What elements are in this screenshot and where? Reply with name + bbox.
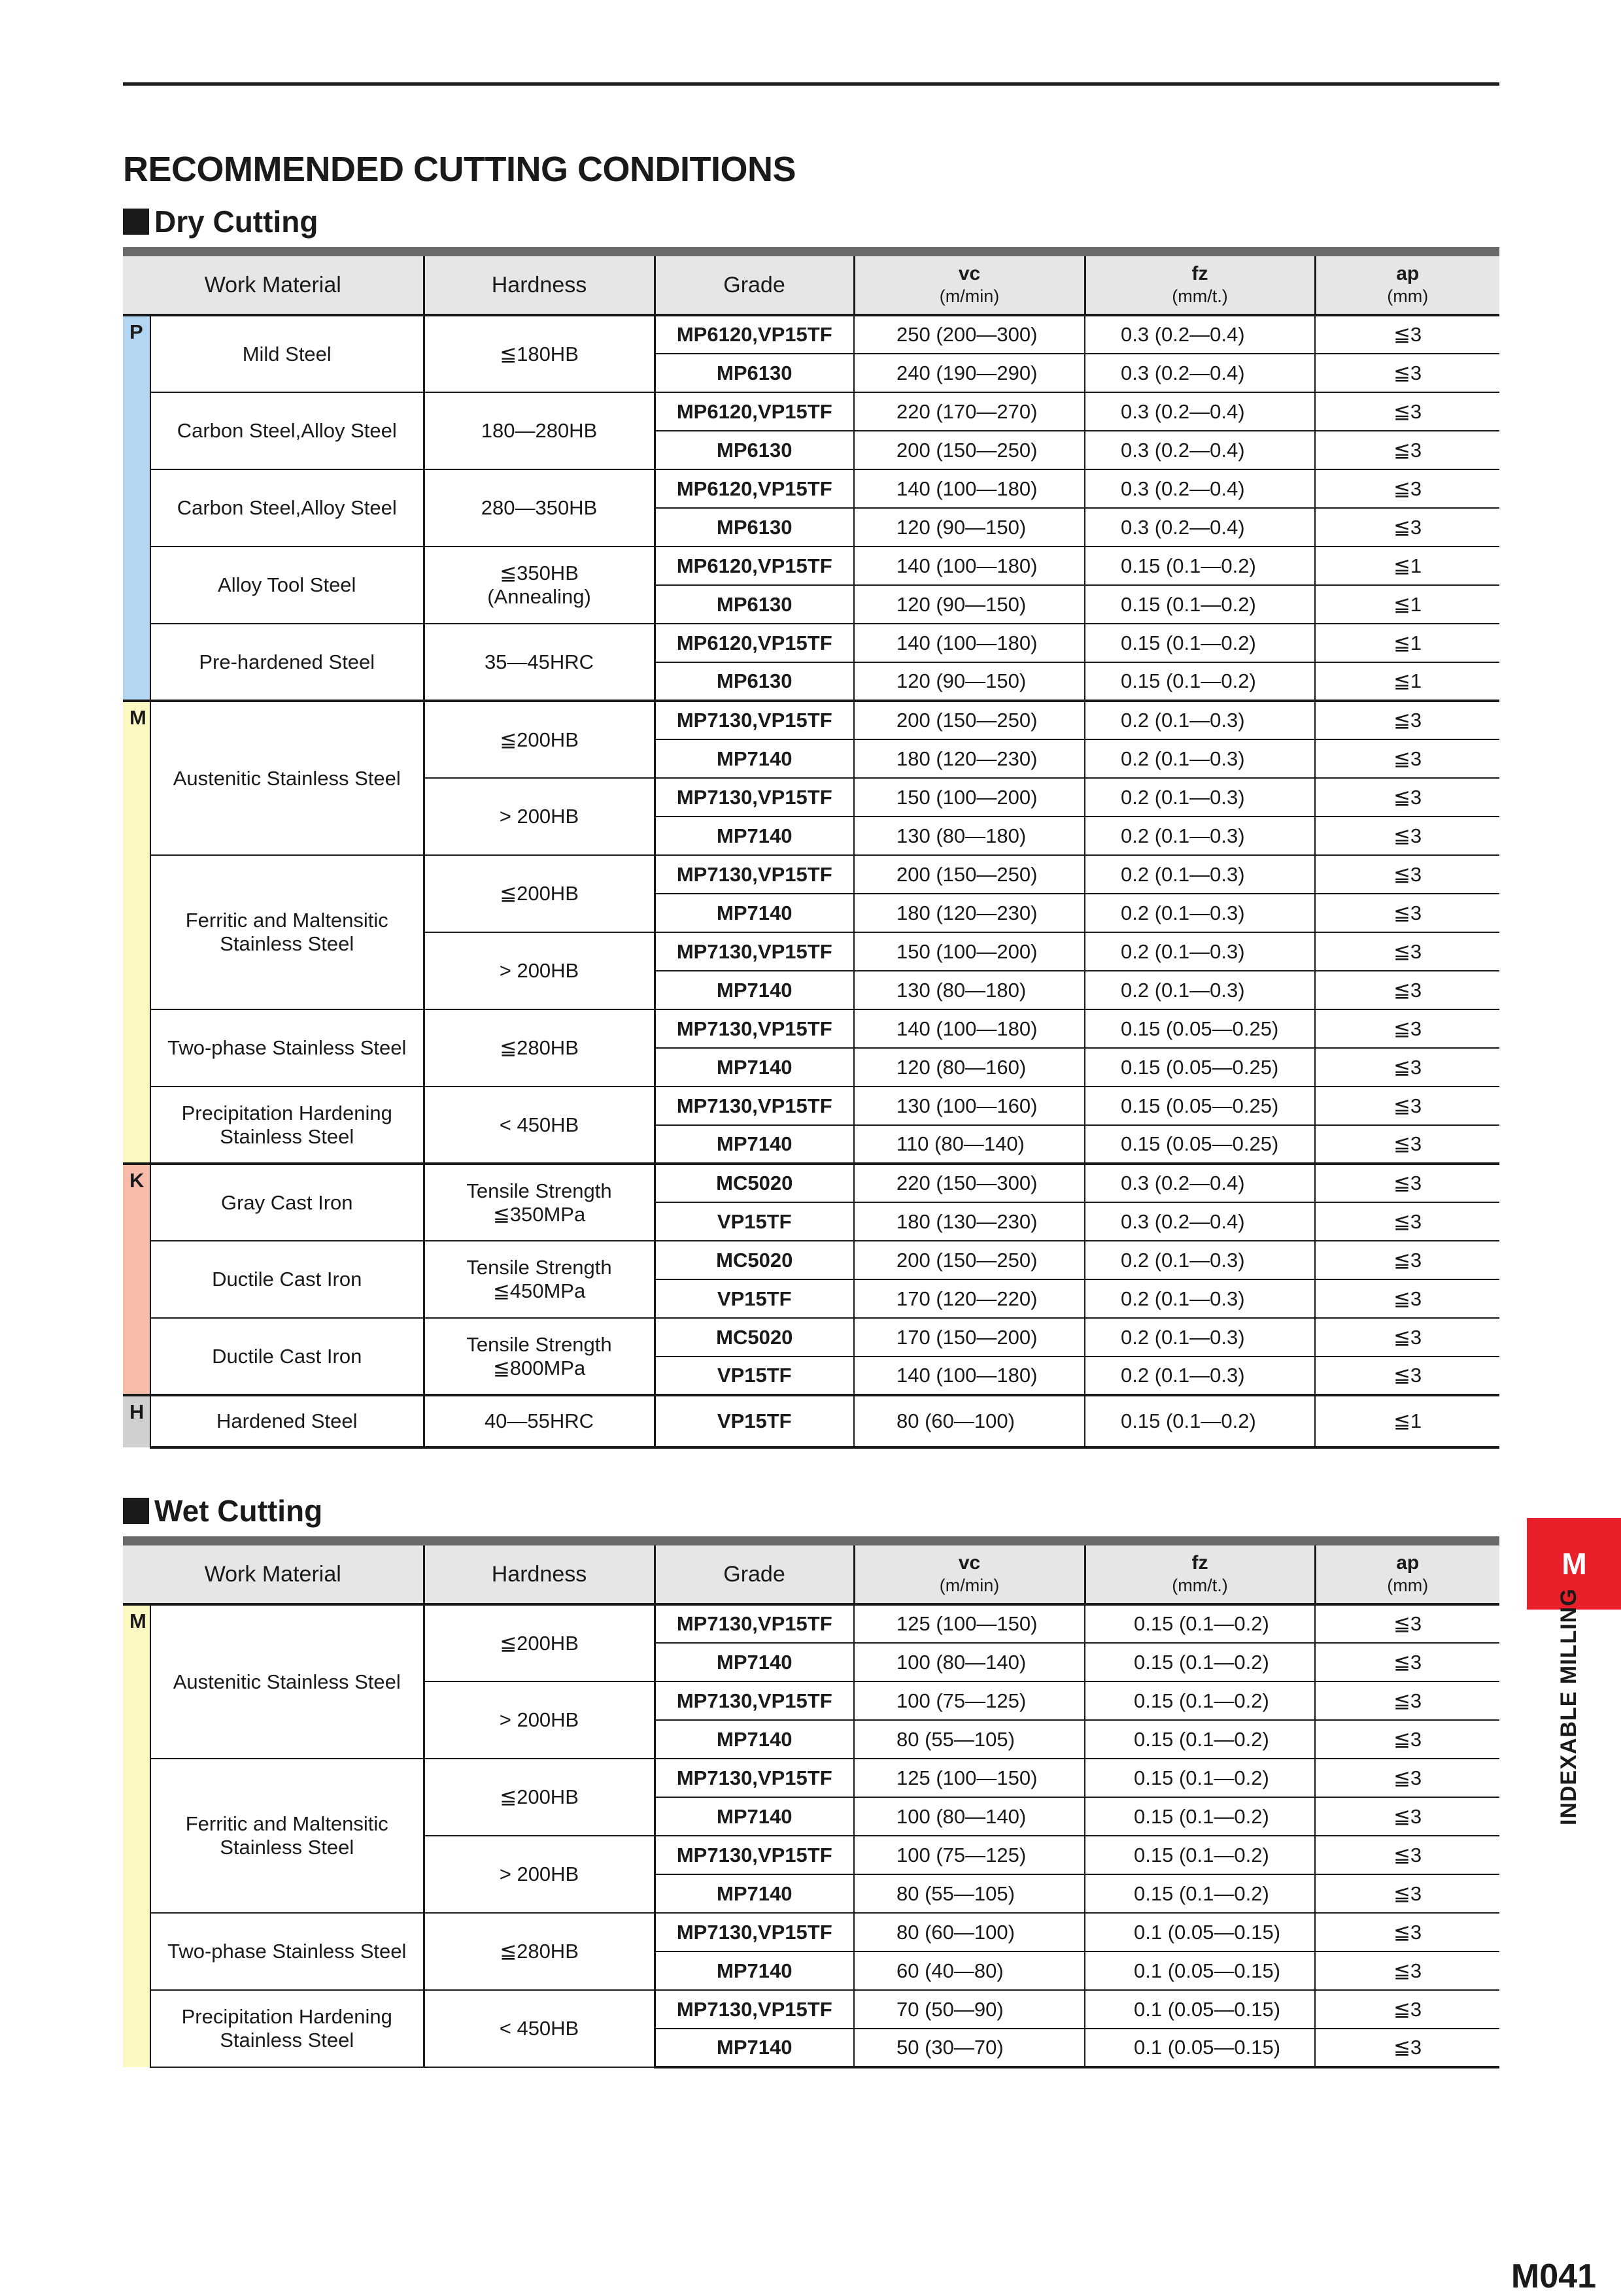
ap-cell: ≦3: [1315, 1202, 1499, 1241]
fz-cell: 0.15 (0.1—0.2): [1085, 1836, 1315, 1874]
ap-cell: ≦1: [1315, 585, 1499, 624]
grade-cell: MP7130,VP15TF: [655, 1759, 854, 1797]
grade-cell: VP15TF: [655, 1395, 854, 1447]
ap-cell: ≦3: [1315, 971, 1499, 1009]
work-material-cell: Two-phase Stainless Steel: [150, 1009, 424, 1087]
ap-cell: ≦3: [1315, 469, 1499, 508]
grade-cell: MP7140: [655, 1951, 854, 1990]
table-row: [123, 547, 1499, 585]
fz-cell: 0.2 (0.1—0.3): [1085, 701, 1315, 739]
dry-cutting-body: [123, 315, 1499, 1447]
fz-cell: 0.1 (0.05—0.15): [1085, 1990, 1315, 2029]
vc-cell: 80 (60—100): [854, 1395, 1085, 1447]
vc-cell: 180 (120—230): [854, 739, 1085, 778]
grade-cell: MP7130,VP15TF: [655, 1604, 854, 1643]
fz-cell: 0.15 (0.05—0.25): [1085, 1125, 1315, 1164]
work-material-cell: Gray Cast Iron: [150, 1164, 424, 1241]
work-material-cell: Carbon Steel,Alloy Steel: [150, 469, 424, 547]
fz-cell: 0.2 (0.1—0.3): [1085, 855, 1315, 894]
dry-cutting-heading: [123, 204, 318, 239]
grade-cell: MP7130,VP15TF: [655, 1681, 854, 1720]
header-ap: [1315, 1541, 1499, 1604]
grade-cell: MP6130: [655, 431, 854, 469]
vc-cell: 200 (150—250): [854, 431, 1085, 469]
table-row: [123, 1990, 1499, 2029]
grade-cell: MP7140: [655, 1797, 854, 1836]
wet-cutting-heading-text: Wet Cutting: [154, 1494, 323, 1528]
fz-cell: 0.3 (0.2—0.4): [1085, 392, 1315, 431]
table-row: [123, 392, 1499, 431]
vc-cell: 220 (150—300): [854, 1164, 1085, 1202]
table-row: [123, 1318, 1499, 1357]
ap-cell: ≦3: [1315, 1990, 1499, 2029]
hardness-cell: > 200HB: [424, 1681, 655, 1759]
grade-cell: VP15TF: [655, 1357, 854, 1395]
header-fz-label: fz: [1191, 1552, 1208, 1574]
fz-cell: 0.15 (0.1—0.2): [1085, 1797, 1315, 1836]
grade-cell: MP6120,VP15TF: [655, 315, 854, 354]
square-bullet-icon: [123, 1498, 149, 1524]
ap-cell: ≦3: [1315, 1318, 1499, 1357]
grade-cell: MC5020: [655, 1164, 854, 1202]
fz-cell: 0.1 (0.05—0.15): [1085, 1913, 1315, 1951]
top-rule: [123, 82, 1499, 86]
grade-cell: MP7130,VP15TF: [655, 778, 854, 817]
grade-cell: MP7140: [655, 1125, 854, 1164]
ap-cell: ≦3: [1315, 855, 1499, 894]
vc-cell: 240 (190—290): [854, 354, 1085, 392]
grade-cell: MP7130,VP15TF: [655, 1990, 854, 2029]
grade-cell: MP7130,VP15TF: [655, 1913, 854, 1951]
fz-cell: 0.15 (0.1—0.2): [1085, 1681, 1315, 1720]
work-material-cell: Ferritic and Maltensitic Stainless Steel: [150, 855, 424, 1009]
grade-cell: MP6130: [655, 585, 854, 624]
ap-cell: ≦3: [1315, 1279, 1499, 1318]
fz-cell: 0.1 (0.05—0.15): [1085, 2029, 1315, 2067]
fz-cell: 0.2 (0.1—0.3): [1085, 932, 1315, 971]
ap-cell: ≦3: [1315, 2029, 1499, 2067]
ap-cell: ≦3: [1315, 817, 1499, 855]
ap-cell: ≦3: [1315, 1357, 1499, 1395]
vc-cell: 250 (200—300): [854, 315, 1085, 354]
fz-cell: 0.3 (0.2—0.4): [1085, 508, 1315, 547]
fz-cell: 0.3 (0.2—0.4): [1085, 1164, 1315, 1202]
header-vc-label: vc: [958, 263, 981, 284]
fz-cell: 0.1 (0.05—0.15): [1085, 1951, 1315, 1990]
grade-cell: MP7130,VP15TF: [655, 1009, 854, 1048]
vc-cell: 120 (90—150): [854, 585, 1085, 624]
fz-cell: 0.3 (0.2—0.4): [1085, 431, 1315, 469]
header-ap-unit: (mm): [1387, 1576, 1429, 1595]
vc-cell: 150 (100—200): [854, 932, 1085, 971]
hardness-cell: < 450HB: [424, 1990, 655, 2067]
header-fz-label: fz: [1191, 263, 1208, 284]
grade-cell: MP7140: [655, 1720, 854, 1759]
material-class-m: M: [123, 1604, 150, 2067]
material-class-k: K: [123, 1164, 150, 1395]
ap-cell: ≦3: [1315, 739, 1499, 778]
vc-cell: 130 (100—160): [854, 1087, 1085, 1125]
fz-cell: 0.15 (0.1—0.2): [1085, 585, 1315, 624]
grade-cell: MC5020: [655, 1241, 854, 1279]
header-fz: [1085, 252, 1315, 315]
ap-cell: ≦1: [1315, 624, 1499, 662]
vc-cell: 170 (150—200): [854, 1318, 1085, 1357]
work-material-cell: Alloy Tool Steel: [150, 547, 424, 624]
hardness-cell: 180—280HB: [424, 392, 655, 469]
fz-cell: 0.2 (0.1—0.3): [1085, 1318, 1315, 1357]
vc-cell: 200 (150—250): [854, 1241, 1085, 1279]
work-material-cell: Precipitation Hardening Stainless Steel: [150, 1990, 424, 2067]
fz-cell: 0.15 (0.1—0.2): [1085, 1604, 1315, 1643]
header-hardness: Hardness: [424, 252, 655, 315]
vc-cell: 140 (100—180): [854, 1009, 1085, 1048]
ap-cell: ≦3: [1315, 1048, 1499, 1087]
vc-cell: 80 (60—100): [854, 1913, 1085, 1951]
grade-cell: MP7140: [655, 1048, 854, 1087]
hardness-cell: ≦280HB: [424, 1009, 655, 1087]
ap-cell: ≦3: [1315, 778, 1499, 817]
work-material-cell: Pre-hardened Steel: [150, 624, 424, 701]
vc-cell: 140 (100—180): [854, 1357, 1085, 1395]
ap-cell: ≦3: [1315, 508, 1499, 547]
ap-cell: ≦3: [1315, 1836, 1499, 1874]
vc-cell: 125 (100—150): [854, 1759, 1085, 1797]
work-material-cell: Two-phase Stainless Steel: [150, 1913, 424, 1990]
ap-cell: ≦1: [1315, 662, 1499, 701]
work-material-cell: Hardened Steel: [150, 1395, 424, 1447]
ap-cell: ≦3: [1315, 1087, 1499, 1125]
grade-cell: MP7130,VP15TF: [655, 932, 854, 971]
fz-cell: 0.2 (0.1—0.3): [1085, 817, 1315, 855]
vc-cell: 130 (80—180): [854, 971, 1085, 1009]
fz-cell: 0.15 (0.1—0.2): [1085, 1874, 1315, 1913]
fz-cell: 0.15 (0.1—0.2): [1085, 1759, 1315, 1797]
vc-cell: 60 (40—80): [854, 1951, 1085, 1990]
header-ap-label: ap: [1396, 1552, 1420, 1574]
fz-cell: 0.15 (0.05—0.25): [1085, 1048, 1315, 1087]
vc-cell: 70 (50—90): [854, 1990, 1085, 2029]
vc-cell: 200 (150—250): [854, 701, 1085, 739]
hardness-cell: 280—350HB: [424, 469, 655, 547]
fz-cell: 0.3 (0.2—0.4): [1085, 315, 1315, 354]
grade-cell: MP6130: [655, 354, 854, 392]
fz-cell: 0.3 (0.2—0.4): [1085, 354, 1315, 392]
header-ap: [1315, 252, 1499, 315]
header-fz-unit: (mm/t.): [1172, 1576, 1228, 1595]
fz-cell: 0.2 (0.1—0.3): [1085, 739, 1315, 778]
fz-cell: 0.15 (0.05—0.25): [1085, 1009, 1315, 1048]
grade-cell: MP7140: [655, 2029, 854, 2067]
table-header-row: [123, 1541, 1499, 1604]
fz-cell: 0.2 (0.1—0.3): [1085, 1241, 1315, 1279]
ap-cell: ≦3: [1315, 1759, 1499, 1797]
table-row: [123, 624, 1499, 662]
vc-cell: 180 (130—230): [854, 1202, 1085, 1241]
fz-cell: 0.2 (0.1—0.3): [1085, 1279, 1315, 1318]
grade-cell: MP7140: [655, 817, 854, 855]
table-header-row: [123, 252, 1499, 315]
fz-cell: 0.3 (0.2—0.4): [1085, 1202, 1315, 1241]
ap-cell: ≦3: [1315, 932, 1499, 971]
ap-cell: ≦3: [1315, 1874, 1499, 1913]
fz-cell: 0.15 (0.1—0.2): [1085, 1720, 1315, 1759]
header-fz: [1085, 1541, 1315, 1604]
table-row: [123, 1395, 1499, 1447]
fz-cell: 0.15 (0.1—0.2): [1085, 1643, 1315, 1681]
hardness-cell: > 200HB: [424, 932, 655, 1009]
grade-cell: VP15TF: [655, 1279, 854, 1318]
grade-cell: MP7130,VP15TF: [655, 1836, 854, 1874]
material-class-m: M: [123, 701, 150, 1164]
grade-cell: MC5020: [655, 1318, 854, 1357]
work-material-cell: Ductile Cast Iron: [150, 1241, 424, 1318]
vc-cell: 80 (55—105): [854, 1874, 1085, 1913]
grade-cell: MP6120,VP15TF: [655, 392, 854, 431]
header-vc-label: vc: [958, 1552, 981, 1574]
ap-cell: ≦3: [1315, 1951, 1499, 1990]
vc-cell: 120 (80—160): [854, 1048, 1085, 1087]
vc-cell: 180 (120—230): [854, 894, 1085, 932]
vc-cell: 100 (75—125): [854, 1836, 1085, 1874]
vc-cell: 140 (100—180): [854, 547, 1085, 585]
header-vc-unit: (m/min): [939, 286, 1000, 306]
ap-cell: ≦3: [1315, 1797, 1499, 1836]
ap-cell: ≦3: [1315, 1604, 1499, 1643]
ap-cell: ≦3: [1315, 1913, 1499, 1951]
wet-cutting-heading: [123, 1493, 322, 1528]
vc-cell: 50 (30—70): [854, 2029, 1085, 2067]
vc-cell: 110 (80—140): [854, 1125, 1085, 1164]
grade-cell: MP7140: [655, 894, 854, 932]
vc-cell: 100 (80—140): [854, 1643, 1085, 1681]
work-material-cell: Precipitation Hardening Stainless Steel: [150, 1087, 424, 1164]
wet-cutting-body: [123, 1604, 1499, 2067]
grade-cell: MP6130: [655, 662, 854, 701]
fz-cell: 0.15 (0.05—0.25): [1085, 1087, 1315, 1125]
work-material-cell: Ferritic and Maltensitic Stainless Steel: [150, 1759, 424, 1913]
ap-cell: ≦3: [1315, 392, 1499, 431]
vc-cell: 120 (90—150): [854, 508, 1085, 547]
ap-cell: ≦1: [1315, 1395, 1499, 1447]
table-row: [123, 855, 1499, 894]
vc-cell: 170 (120—220): [854, 1279, 1085, 1318]
ap-cell: ≦3: [1315, 1125, 1499, 1164]
side-label-text: INDEXABLE MILLING: [1556, 1588, 1581, 1825]
header-ap-unit: (mm): [1387, 286, 1429, 306]
hardness-cell: Tensile Strength ≦800MPa: [424, 1318, 655, 1395]
table-row: [123, 701, 1499, 739]
table-row: [123, 1759, 1499, 1797]
hardness-cell: 40—55HRC: [424, 1395, 655, 1447]
header-hardness: Hardness: [424, 1541, 655, 1604]
grade-cell: MP7140: [655, 739, 854, 778]
hardness-cell: 35—45HRC: [424, 624, 655, 701]
material-class-h: H: [123, 1395, 150, 1447]
ap-cell: ≦3: [1315, 1681, 1499, 1720]
dry-cutting-table: [123, 247, 1499, 1449]
material-class-p: P: [123, 315, 150, 701]
table-row: [123, 1087, 1499, 1125]
vc-cell: 220 (170—270): [854, 392, 1085, 431]
work-material-cell: Mild Steel: [150, 315, 424, 392]
hardness-cell: ≦200HB: [424, 855, 655, 932]
grade-cell: MP6120,VP15TF: [655, 624, 854, 662]
ap-cell: ≦3: [1315, 1164, 1499, 1202]
work-material-cell: Ductile Cast Iron: [150, 1318, 424, 1395]
grade-cell: MP7130,VP15TF: [655, 701, 854, 739]
fz-cell: 0.15 (0.1—0.2): [1085, 1395, 1315, 1447]
hardness-cell: < 450HB: [424, 1087, 655, 1164]
vc-cell: 140 (100—180): [854, 624, 1085, 662]
hardness-cell: ≦280HB: [424, 1913, 655, 1990]
hardness-cell: ≦200HB: [424, 1759, 655, 1836]
fz-cell: 0.3 (0.2—0.4): [1085, 469, 1315, 508]
vc-cell: 130 (80—180): [854, 817, 1085, 855]
ap-cell: ≦3: [1315, 1643, 1499, 1681]
ap-cell: ≦3: [1315, 1720, 1499, 1759]
ap-cell: ≦3: [1315, 1241, 1499, 1279]
ap-cell: ≦3: [1315, 315, 1499, 354]
grade-cell: MP7130,VP15TF: [655, 1087, 854, 1125]
vc-cell: 150 (100—200): [854, 778, 1085, 817]
header-work-material: Work Material: [123, 1541, 424, 1604]
square-bullet-icon: [123, 209, 149, 235]
table-row: [123, 315, 1499, 354]
grade-cell: MP7130,VP15TF: [655, 855, 854, 894]
table-row: [123, 469, 1499, 508]
grade-cell: MP7140: [655, 971, 854, 1009]
vc-cell: 100 (75—125): [854, 1681, 1085, 1720]
hardness-cell: ≦350HB (Annealing): [424, 547, 655, 624]
header-vc: [854, 1541, 1085, 1604]
vc-cell: 200 (150—250): [854, 855, 1085, 894]
fz-cell: 0.15 (0.1—0.2): [1085, 547, 1315, 585]
header-work-material: Work Material: [123, 252, 424, 315]
grade-cell: MP6130: [655, 508, 854, 547]
hardness-cell: ≦180HB: [424, 315, 655, 392]
vc-cell: 100 (80—140): [854, 1797, 1085, 1836]
hardness-cell: > 200HB: [424, 1836, 655, 1913]
vc-cell: 120 (90—150): [854, 662, 1085, 701]
table-row: [123, 1604, 1499, 1643]
ap-cell: ≦3: [1315, 1009, 1499, 1048]
table-row: [123, 1913, 1499, 1951]
fz-cell: 0.2 (0.1—0.3): [1085, 971, 1315, 1009]
grade-cell: MP6120,VP15TF: [655, 547, 854, 585]
vc-cell: 80 (55—105): [854, 1720, 1085, 1759]
section-tab: M: [1527, 1518, 1621, 1610]
ap-cell: ≦1: [1315, 547, 1499, 585]
work-material-cell: Carbon Steel,Alloy Steel: [150, 392, 424, 469]
page-number: M041: [1510, 2257, 1596, 2295]
ap-cell: ≦3: [1315, 431, 1499, 469]
header-ap-label: ap: [1396, 263, 1420, 284]
vc-cell: 125 (100—150): [854, 1604, 1085, 1643]
vc-cell: 140 (100—180): [854, 469, 1085, 508]
ap-cell: ≦3: [1315, 894, 1499, 932]
fz-cell: 0.2 (0.1—0.3): [1085, 778, 1315, 817]
grade-cell: MP7140: [655, 1643, 854, 1681]
table-row: [123, 1241, 1499, 1279]
fz-cell: 0.2 (0.1—0.3): [1085, 1357, 1315, 1395]
hardness-cell: ≦200HB: [424, 1604, 655, 1681]
hardness-cell: ≦200HB: [424, 701, 655, 778]
header-fz-unit: (mm/t.): [1172, 286, 1228, 306]
header-grade: Grade: [655, 1541, 854, 1604]
wet-cutting-table: [123, 1536, 1499, 2068]
fz-cell: 0.15 (0.1—0.2): [1085, 662, 1315, 701]
page-title: RECOMMENDED CUTTING CONDITIONS: [123, 150, 796, 189]
header-grade: Grade: [655, 252, 854, 315]
table-row: [123, 1164, 1499, 1202]
ap-cell: ≦3: [1315, 701, 1499, 739]
fz-cell: 0.15 (0.1—0.2): [1085, 624, 1315, 662]
header-vc-unit: (m/min): [939, 1576, 1000, 1595]
grade-cell: MP6120,VP15TF: [655, 469, 854, 508]
hardness-cell: Tensile Strength ≦350MPa: [424, 1164, 655, 1241]
hardness-cell: Tensile Strength ≦450MPa: [424, 1241, 655, 1318]
hardness-cell: > 200HB: [424, 778, 655, 855]
table-row: [123, 1009, 1499, 1048]
grade-cell: VP15TF: [655, 1202, 854, 1241]
fz-cell: 0.2 (0.1—0.3): [1085, 894, 1315, 932]
grade-cell: MP7140: [655, 1874, 854, 1913]
work-material-cell: Austenitic Stainless Steel: [150, 701, 424, 855]
dry-cutting-heading-text: Dry Cutting: [154, 205, 318, 239]
header-vc: [854, 252, 1085, 315]
ap-cell: ≦3: [1315, 354, 1499, 392]
work-material-cell: Austenitic Stainless Steel: [150, 1604, 424, 1759]
